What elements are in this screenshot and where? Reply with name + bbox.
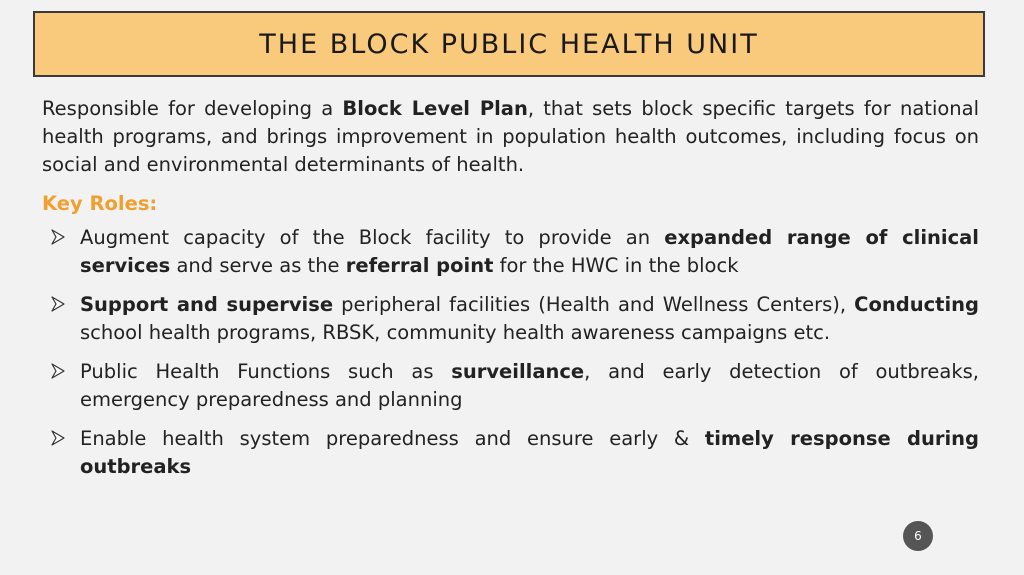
role-item <box>42 291 979 347</box>
role-text-2d: school health programs, RBSK, community health awareness campaigns etc. <box>80 321 831 344</box>
intro-text-before: Responsible for developing a <box>42 97 343 120</box>
role-text-2a: Support and supervise <box>80 293 334 316</box>
role-text-1a: Augment capacity of the Block facility to provide an <box>80 226 665 249</box>
role-text-4b: timely response during outbreaks <box>80 427 980 478</box>
role-text-1c: and serve as the <box>170 254 346 277</box>
intro-bold-term: Block Level Plan <box>342 97 528 120</box>
role-text-3b: surveillance <box>451 360 585 383</box>
slide-title: THE BLOCK PUBLIC HEALTH UNIT <box>259 28 759 60</box>
key-roles-heading: Key Roles: <box>42 192 158 215</box>
arrow-bullet-icon <box>51 296 65 312</box>
page-number-badge: 6 <box>903 521 933 551</box>
arrow-bullet-icon <box>51 229 65 245</box>
role-text-4a: Enable health system preparedness and ensure early & <box>80 427 705 450</box>
intro-paragraph <box>42 95 979 179</box>
role-item <box>42 224 979 280</box>
role-item <box>42 358 979 414</box>
role-text-1d: referral point <box>345 254 494 277</box>
role-text-2b: peripheral facilities (Health and Wellness Centers), <box>333 293 855 316</box>
arrow-bullet-icon <box>51 363 65 379</box>
role-item <box>42 425 979 481</box>
role-text-3c: , and early detection of outbreaks, emergency preparedness and planning <box>80 360 979 411</box>
title-banner <box>33 11 985 77</box>
roles-list <box>42 224 979 481</box>
arrow-bullet-icon <box>51 430 65 446</box>
slide-content <box>42 95 979 492</box>
role-text-1b: expanded range of clinical services <box>80 226 979 277</box>
role-text-2c: Conducting <box>854 293 979 316</box>
role-text-1e: for the HWC in the block <box>493 254 739 277</box>
intro-text-after: , that sets block specific targets for national health programs, and brings improvement in population health outcomes, including focus on social and environmental determinants of health. <box>42 97 980 176</box>
role-text-3a: Public Health Functions such as <box>80 360 452 383</box>
